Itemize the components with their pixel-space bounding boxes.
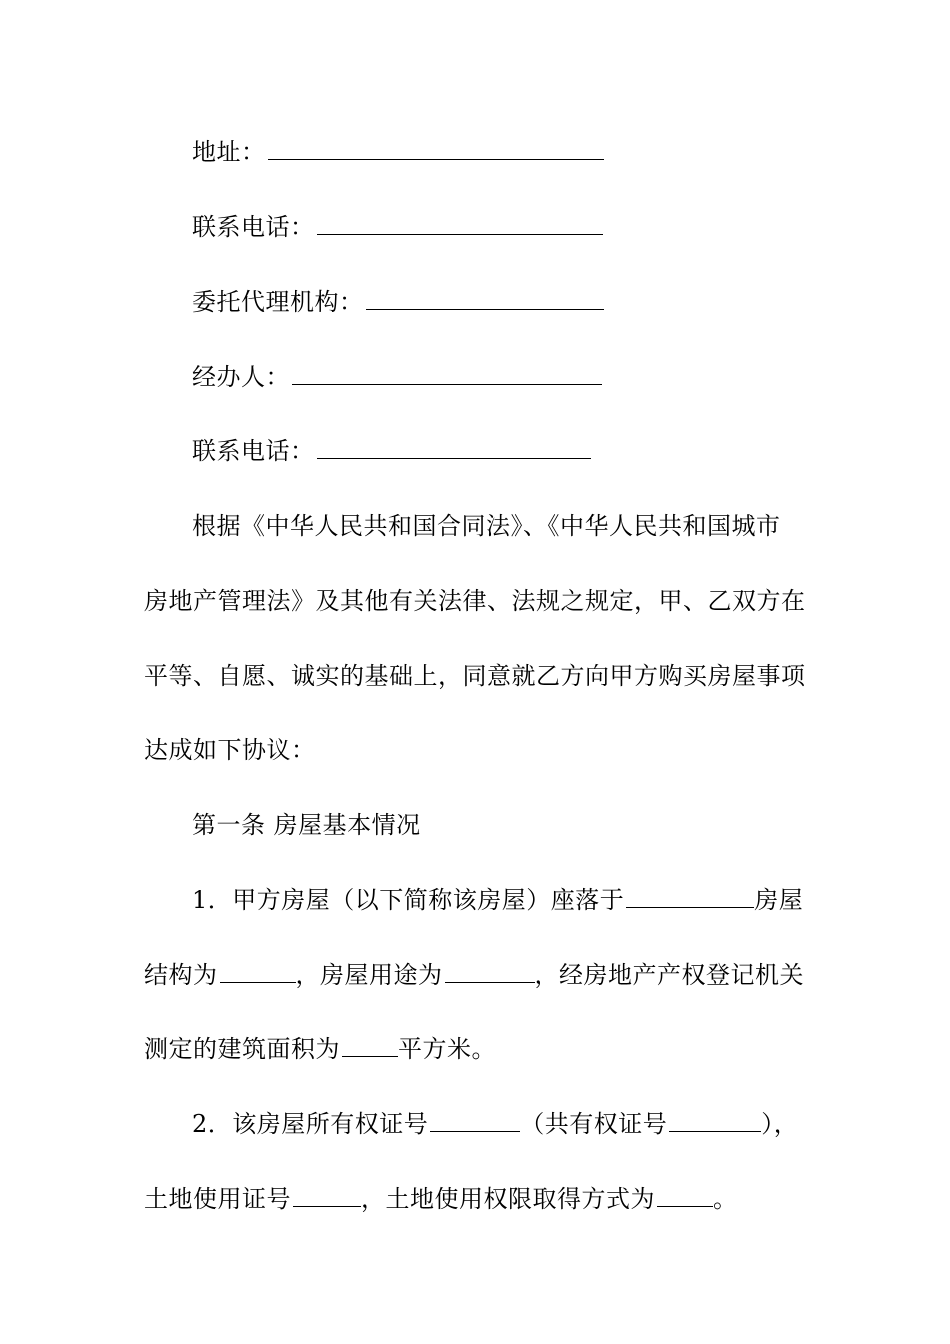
item-2-line-2 bbox=[144, 1185, 738, 1213]
usage-blank[interactable] bbox=[445, 962, 535, 983]
preamble-line-1: 根据《中华人民共和国合同法》、《中华人民共和国城市 bbox=[192, 512, 781, 540]
item-1-text-a: 1．甲方房屋（以下简称该房屋）座落于 bbox=[192, 886, 625, 914]
address-label: 地址： bbox=[192, 138, 266, 166]
acquisition-method-blank[interactable] bbox=[657, 1186, 713, 1207]
co-ownership-cert-blank[interactable] bbox=[669, 1111, 761, 1132]
agency-blank[interactable] bbox=[366, 289, 604, 310]
item-1-line-1 bbox=[192, 886, 803, 914]
item-2-text-a: 2．该房屋所有权证号 bbox=[192, 1110, 429, 1138]
preamble-line-2: 房地产管理法》及其他有关法律、法规之规定，甲、乙双方在 bbox=[144, 587, 806, 615]
item-1-text-f: 测定的建筑面积为 bbox=[144, 1035, 340, 1063]
phone-blank-1[interactable] bbox=[317, 214, 603, 235]
item-1-line-2 bbox=[144, 961, 804, 989]
land-cert-blank[interactable] bbox=[293, 1186, 361, 1207]
item-2-line-1 bbox=[192, 1110, 798, 1138]
item-1-line-3 bbox=[144, 1035, 496, 1063]
area-blank[interactable] bbox=[342, 1036, 398, 1057]
item-2-text-c: ）， bbox=[761, 1110, 799, 1138]
address-row bbox=[192, 138, 604, 166]
item-1-text-c: 结构为 bbox=[144, 961, 218, 989]
phone-blank-2[interactable] bbox=[317, 438, 591, 459]
agency-row bbox=[192, 288, 604, 316]
handler-blank[interactable] bbox=[292, 364, 602, 385]
address-blank[interactable] bbox=[268, 139, 604, 160]
ownership-cert-blank[interactable] bbox=[430, 1111, 520, 1132]
item-1-text-d: ，房屋用途为 bbox=[295, 961, 443, 989]
phone-row-1 bbox=[192, 213, 603, 241]
item-1-text-b: 房屋 bbox=[754, 886, 804, 914]
item-1-text-e: ，经房地产产权登记机关 bbox=[534, 961, 804, 989]
preamble-line-3: 平等、自愿、诚实的基础上，同意就乙方向甲方购买房屋事项 bbox=[144, 662, 806, 690]
agency-label: 委托代理机构： bbox=[192, 288, 364, 316]
item-2-text-f: 。 bbox=[713, 1185, 738, 1213]
handler-row bbox=[192, 363, 602, 391]
handler-label: 经办人： bbox=[192, 363, 290, 391]
location-blank[interactable] bbox=[626, 887, 754, 908]
item-2-text-b: （共有权证号 bbox=[520, 1110, 668, 1138]
item-1-text-g: 平方米。 bbox=[398, 1035, 496, 1063]
item-2-text-e: ，土地使用权限取得方式为 bbox=[361, 1185, 655, 1213]
item-2-text-d: 土地使用证号 bbox=[144, 1185, 291, 1213]
phone-label-2: 联系电话： bbox=[192, 437, 315, 465]
preamble-line-4: 达成如下协议： bbox=[144, 736, 316, 764]
phone-label-1: 联系电话： bbox=[192, 213, 315, 241]
structure-blank[interactable] bbox=[220, 962, 296, 983]
phone-row-2 bbox=[192, 437, 591, 465]
article-1-heading: 第一条 房屋基本情况 bbox=[192, 811, 421, 839]
